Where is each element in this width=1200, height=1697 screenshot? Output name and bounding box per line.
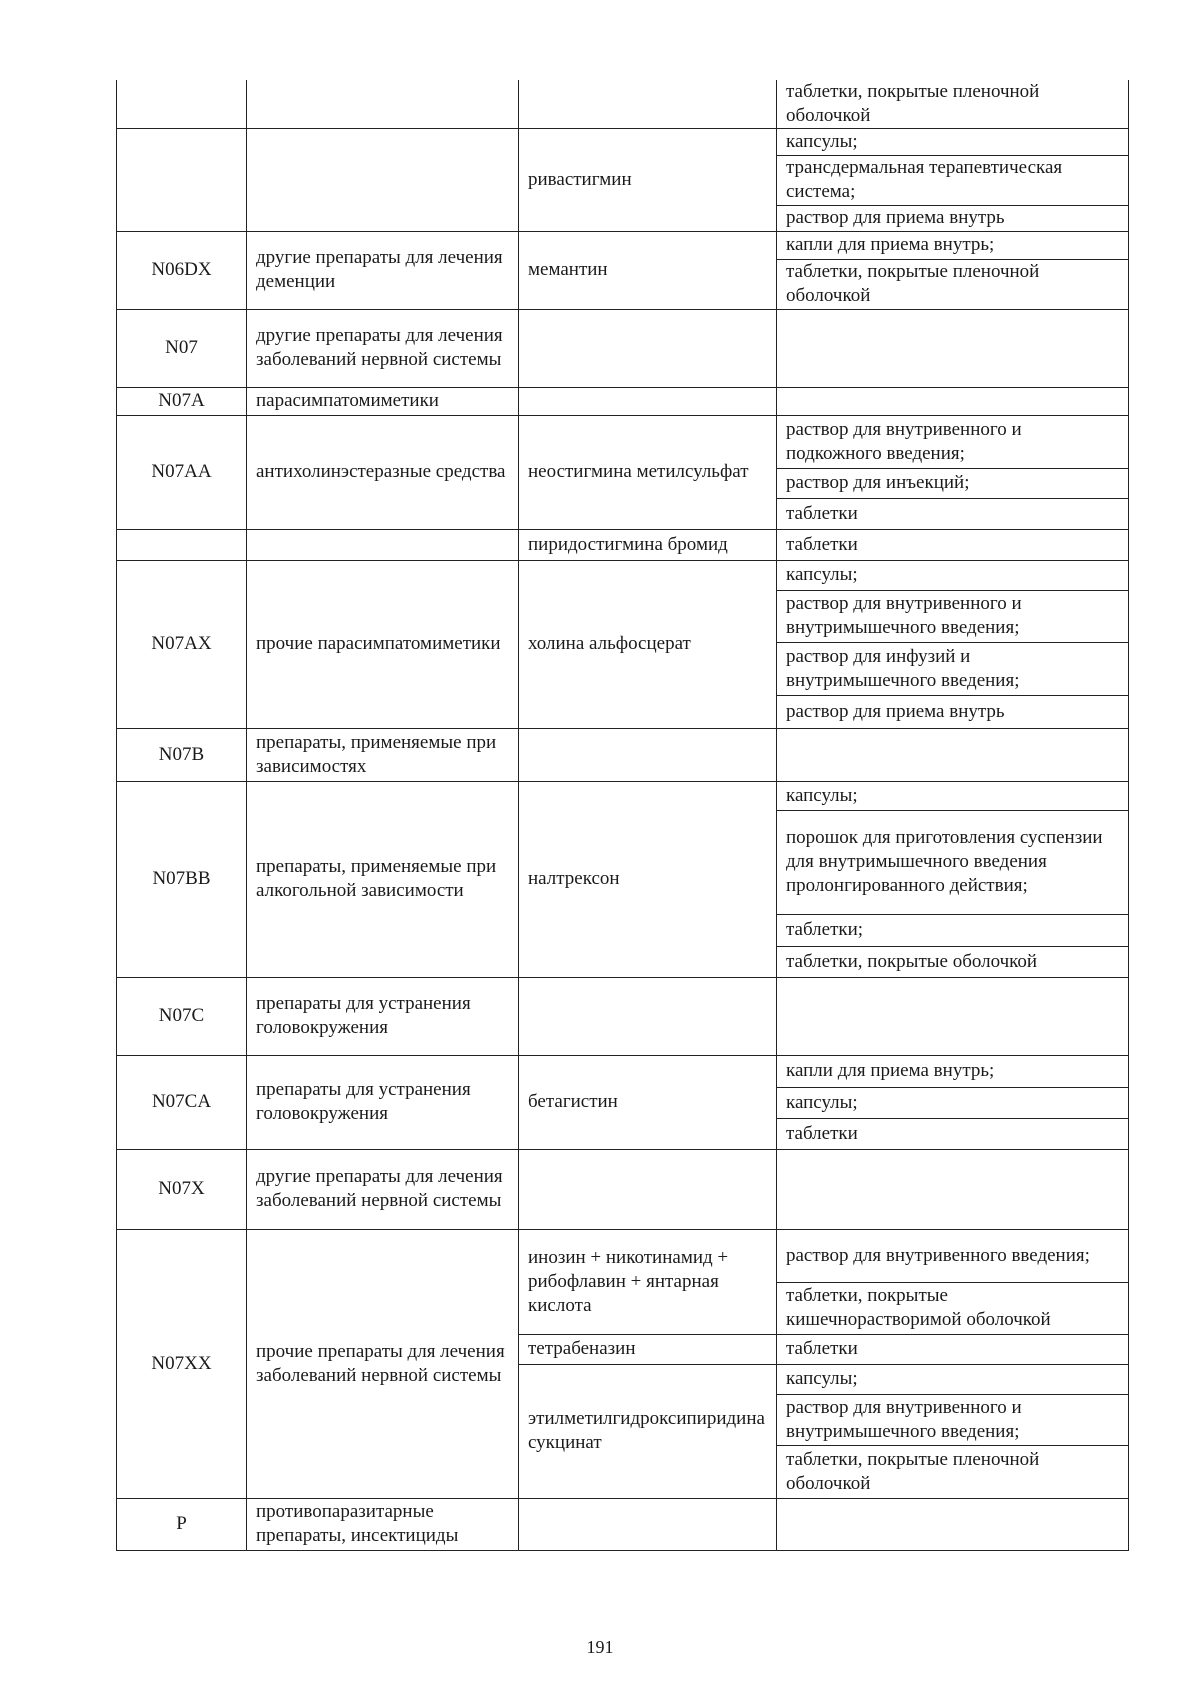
dosage-form: капли для приема внутрь; <box>786 234 995 255</box>
table-row <box>117 529 1129 560</box>
drug-name-cell: мемантин <box>519 231 777 309</box>
table-row <box>117 728 1129 781</box>
group-name-cell: антихолинэстеразные средства <box>247 415 519 529</box>
drug-name-cell: этилметилгидроксипиридина сукцинат <box>519 1364 777 1498</box>
dosage-forms-cell <box>777 128 1129 231</box>
group-name-cell: препараты, применяемые при алкогольной зависимости <box>247 781 519 977</box>
dosage-forms-cell <box>777 1334 1129 1364</box>
dosage-form: таблетки, покрытые пленочной оболочкой <box>777 1445 1128 1498</box>
dosage-forms-cell <box>777 80 1129 128</box>
dosage-form: капсулы; <box>786 564 858 585</box>
drug-name-cell <box>519 1149 777 1229</box>
drug-name-cell <box>519 1498 777 1550</box>
table-row <box>117 1229 1129 1334</box>
dosage-form: таблетки, покрытые пленочной оболочкой <box>777 259 1128 309</box>
group-name-cell: другие препараты для лечения заболеваний нервной системы <box>247 1149 519 1229</box>
table-row <box>117 560 1129 728</box>
dosage-forms-cell <box>777 415 1129 529</box>
dosage-forms-cell <box>777 1149 1129 1229</box>
dosage-form: раствор для приема внутрь <box>777 205 1128 231</box>
table-row <box>117 231 1129 309</box>
dosage-forms-cell <box>777 529 1129 560</box>
dosage-form: раствор для приема внутрь <box>777 695 1128 728</box>
group-name-cell: препараты для устранения головокружения <box>247 977 519 1055</box>
group-name-cell <box>247 128 519 231</box>
dosage-forms-cell <box>777 1229 1129 1334</box>
table-row <box>117 1055 1129 1149</box>
atc-code-cell: N07CA <box>117 1055 247 1149</box>
dosage-form: раствор для внутривенного и внутримышечного введения; <box>777 590 1128 642</box>
dosage-form: раствор для внутривенного введения; <box>786 1244 1090 1266</box>
table-row <box>117 387 1129 415</box>
drug-name-cell <box>519 387 777 415</box>
atc-code-cell: P <box>117 1498 247 1550</box>
group-name-cell: противопаразитарные препараты, инсектициды <box>247 1498 519 1550</box>
dosage-forms-cell <box>777 387 1129 415</box>
drug-name-cell: налтрексон <box>519 781 777 977</box>
atc-code-cell <box>117 128 247 231</box>
dosage-forms-cell <box>777 560 1129 728</box>
dosage-form: раствор для внутривенного и внутримышечного введения; <box>777 1394 1128 1445</box>
dosage-form: таблетки, покрытые оболочкой <box>777 946 1128 977</box>
drug-name-cell: холина альфосцерат <box>519 560 777 728</box>
drug-name-cell <box>519 977 777 1055</box>
table-row <box>117 1149 1129 1229</box>
dosage-form: капсулы; <box>786 130 858 152</box>
group-name-cell: парасимпатомиметики <box>247 387 519 415</box>
drug-name-cell: ривастигмин <box>519 128 777 231</box>
atc-code-cell: N07X <box>117 1149 247 1229</box>
drug-name-cell <box>519 728 777 781</box>
dosage-form: таблетки, покрытые пленочной оболочкой <box>786 80 1040 126</box>
drug-name-cell <box>519 309 777 387</box>
atc-code-cell: N07AX <box>117 560 247 728</box>
group-name-cell <box>247 529 519 560</box>
dosage-forms-cell <box>777 309 1129 387</box>
dosage-forms-cell <box>777 977 1129 1055</box>
drug-name-cell <box>519 80 777 128</box>
dosage-forms-cell <box>777 231 1129 309</box>
dosage-form: таблетки; <box>777 914 1128 946</box>
dosage-form: раствор для внутривенного и подкожного введения; <box>786 418 1022 464</box>
atc-code-cell: N07XX <box>117 1229 247 1498</box>
atc-code-cell <box>117 80 247 128</box>
drug-name-cell: неостигмина метилсульфат <box>519 415 777 529</box>
group-name-cell: прочие парасимпатомиметики <box>247 560 519 728</box>
dosage-form: раствор для инъекций; <box>777 468 1128 498</box>
drug-name-cell: инозин + никотинамид + рибофлавин + янтарная кислота <box>519 1229 777 1334</box>
dosage-form: капсулы; <box>786 784 858 806</box>
dosage-form: таблетки <box>786 533 858 555</box>
group-name-cell: другие препараты для лечения заболеваний нервной системы <box>247 309 519 387</box>
dosage-forms-cell <box>777 1498 1129 1550</box>
dosage-form: капсулы; <box>777 1087 1128 1118</box>
dosage-form: капсулы; <box>786 1368 858 1389</box>
drug-name-cell: тетрабеназин <box>519 1334 777 1364</box>
table-row <box>117 781 1129 977</box>
dosage-form: трансдермальная терапевтическая система; <box>777 155 1128 205</box>
page-number: 191 <box>586 1637 614 1657</box>
group-name-cell: препараты для устранения головокружения <box>247 1055 519 1149</box>
atc-code-cell: N07A <box>117 387 247 415</box>
atc-code-cell: N07C <box>117 977 247 1055</box>
group-name-cell: препараты, применяемые при зависимостях <box>247 728 519 781</box>
drug-name-cell: бетагистин <box>519 1055 777 1149</box>
dosage-form: раствор для инфузий и внутримышечного введения; <box>777 642 1128 695</box>
table-row <box>117 80 1129 128</box>
table-row <box>117 977 1129 1055</box>
dosage-form: таблетки <box>786 1338 858 1359</box>
group-name-cell: другие препараты для лечения деменции <box>247 231 519 309</box>
medication-table <box>116 80 1129 1551</box>
dosage-forms-cell <box>777 781 1129 977</box>
table-row <box>117 1498 1129 1550</box>
dosage-form: таблетки <box>777 498 1128 529</box>
atc-code-cell <box>117 529 247 560</box>
atc-code-cell: N07 <box>117 309 247 387</box>
dosage-form: таблетки <box>777 1118 1128 1149</box>
drug-name-cell: пиридостигмина бромид <box>519 529 777 560</box>
table-row <box>117 128 1129 231</box>
atc-code-cell: N07BB <box>117 781 247 977</box>
dosage-forms-cell <box>777 728 1129 781</box>
atc-code-cell: N06DX <box>117 231 247 309</box>
dosage-form: таблетки, покрытые кишечнорастворимой оболочкой <box>777 1282 1128 1334</box>
group-name-cell <box>247 80 519 128</box>
atc-code-cell: N07B <box>117 728 247 781</box>
group-name-cell: прочие препараты для лечения заболеваний нервной системы <box>247 1229 519 1498</box>
table-row <box>117 415 1129 529</box>
dosage-form: капли для приема внутрь; <box>786 1060 995 1081</box>
atc-code-cell: N07AA <box>117 415 247 529</box>
table-row <box>117 309 1129 387</box>
dosage-forms-cell <box>777 1364 1129 1498</box>
dosage-form: порошок для приготовления суспензии для внутримышечного введения пролонгированного действия; <box>777 810 1128 914</box>
dosage-forms-cell <box>777 1055 1129 1149</box>
